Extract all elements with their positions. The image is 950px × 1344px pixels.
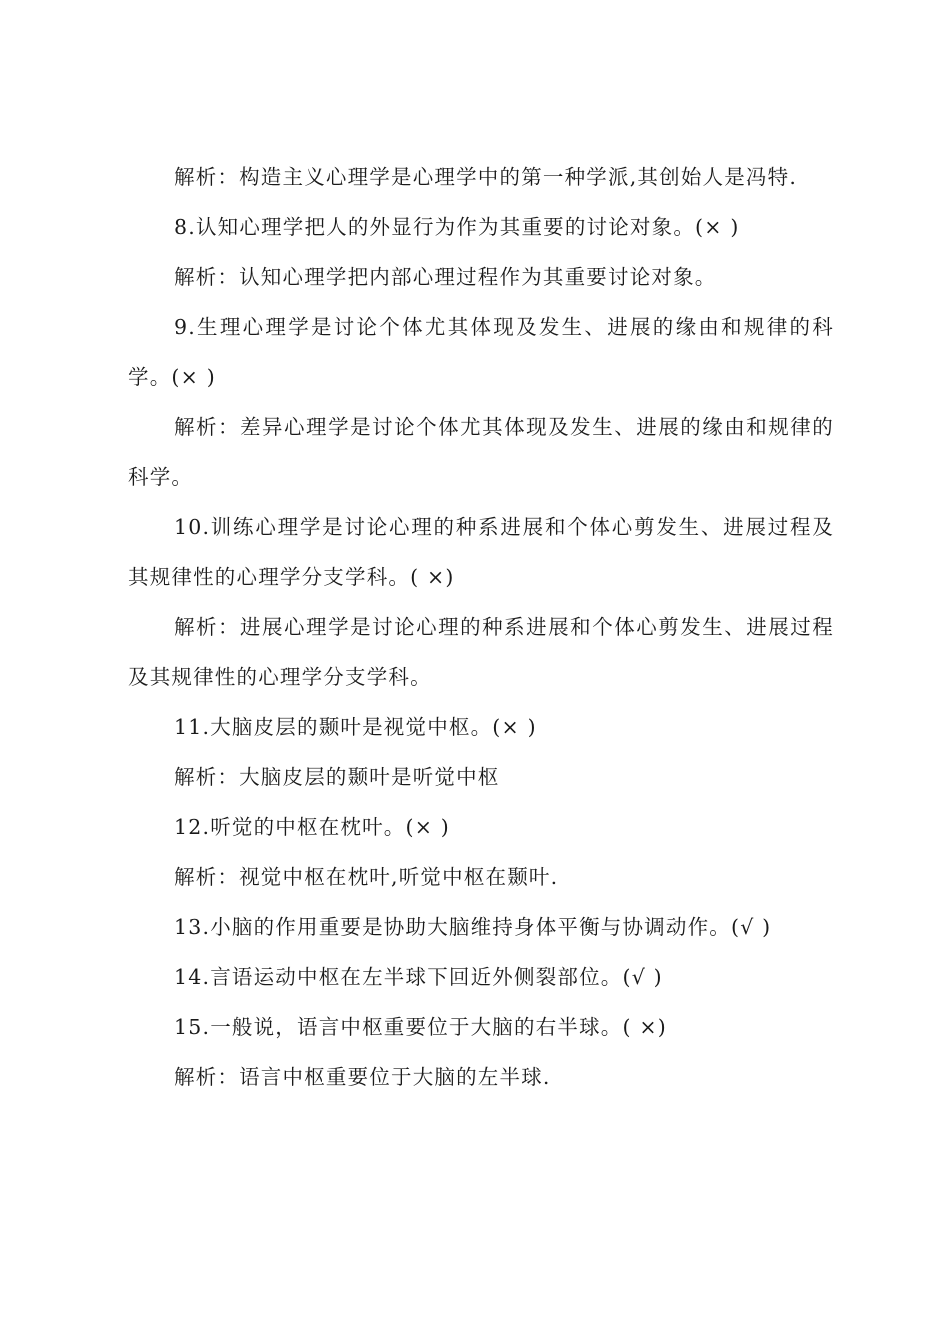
analysis-paragraph: 解析：语言中枢重要位于大脑的左半球. (174, 1065, 551, 1089)
analysis-paragraph: 解析：构造主义心理学是心理学中的第一种学派,其创始人是冯特. (174, 165, 798, 189)
analysis-paragraph: 解析：认知心理学把内部心理过程作为其重要讨论对象。 (174, 265, 717, 289)
question-13: 13.小脑的作用重要是协助大脑维持身体平衡与协调动作。(√ ) (174, 915, 772, 939)
question-8: 8.认知心理学把人的外显行为作为其重要的讨论对象。(× ) (174, 215, 740, 239)
analysis-paragraph: 解析：进展心理学是讨论心理的种系进展和个体心剪发生、进展过程及其规律性的心理学分支学科。 (128, 615, 834, 689)
question-9: 9.生理心理学是讨论个体尤其体现及发生、进展的缘由和规律的科学。(× ) (128, 315, 834, 389)
analysis-paragraph: 解析：大脑皮层的颞叶是听觉中枢 (174, 765, 500, 789)
question-15: 15.一般说，语言中枢重要位于大脑的右半球。( ×) (174, 1015, 667, 1039)
analysis-paragraph: 解析：视觉中枢在枕叶,听觉中枢在颞叶. (174, 865, 559, 889)
question-12: 12.听觉的中枢在枕叶。(× ) (174, 815, 450, 839)
question-10: 10.训练心理学是讨论心理的种系进展和个体心剪发生、进展过程及其规律性的心理学分支学科。( ×) (128, 515, 834, 589)
question-11: 11.大脑皮层的颞叶是视觉中枢。(× ) (174, 715, 537, 739)
analysis-paragraph: 解析：差异心理学是讨论个体尤其体现及发生、进展的缘由和规律的科学。 (128, 415, 834, 489)
question-14: 14.言语运动中枢在左半球下回近外侧裂部位。(√ ) (174, 965, 663, 989)
document-body (128, 152, 834, 1102)
